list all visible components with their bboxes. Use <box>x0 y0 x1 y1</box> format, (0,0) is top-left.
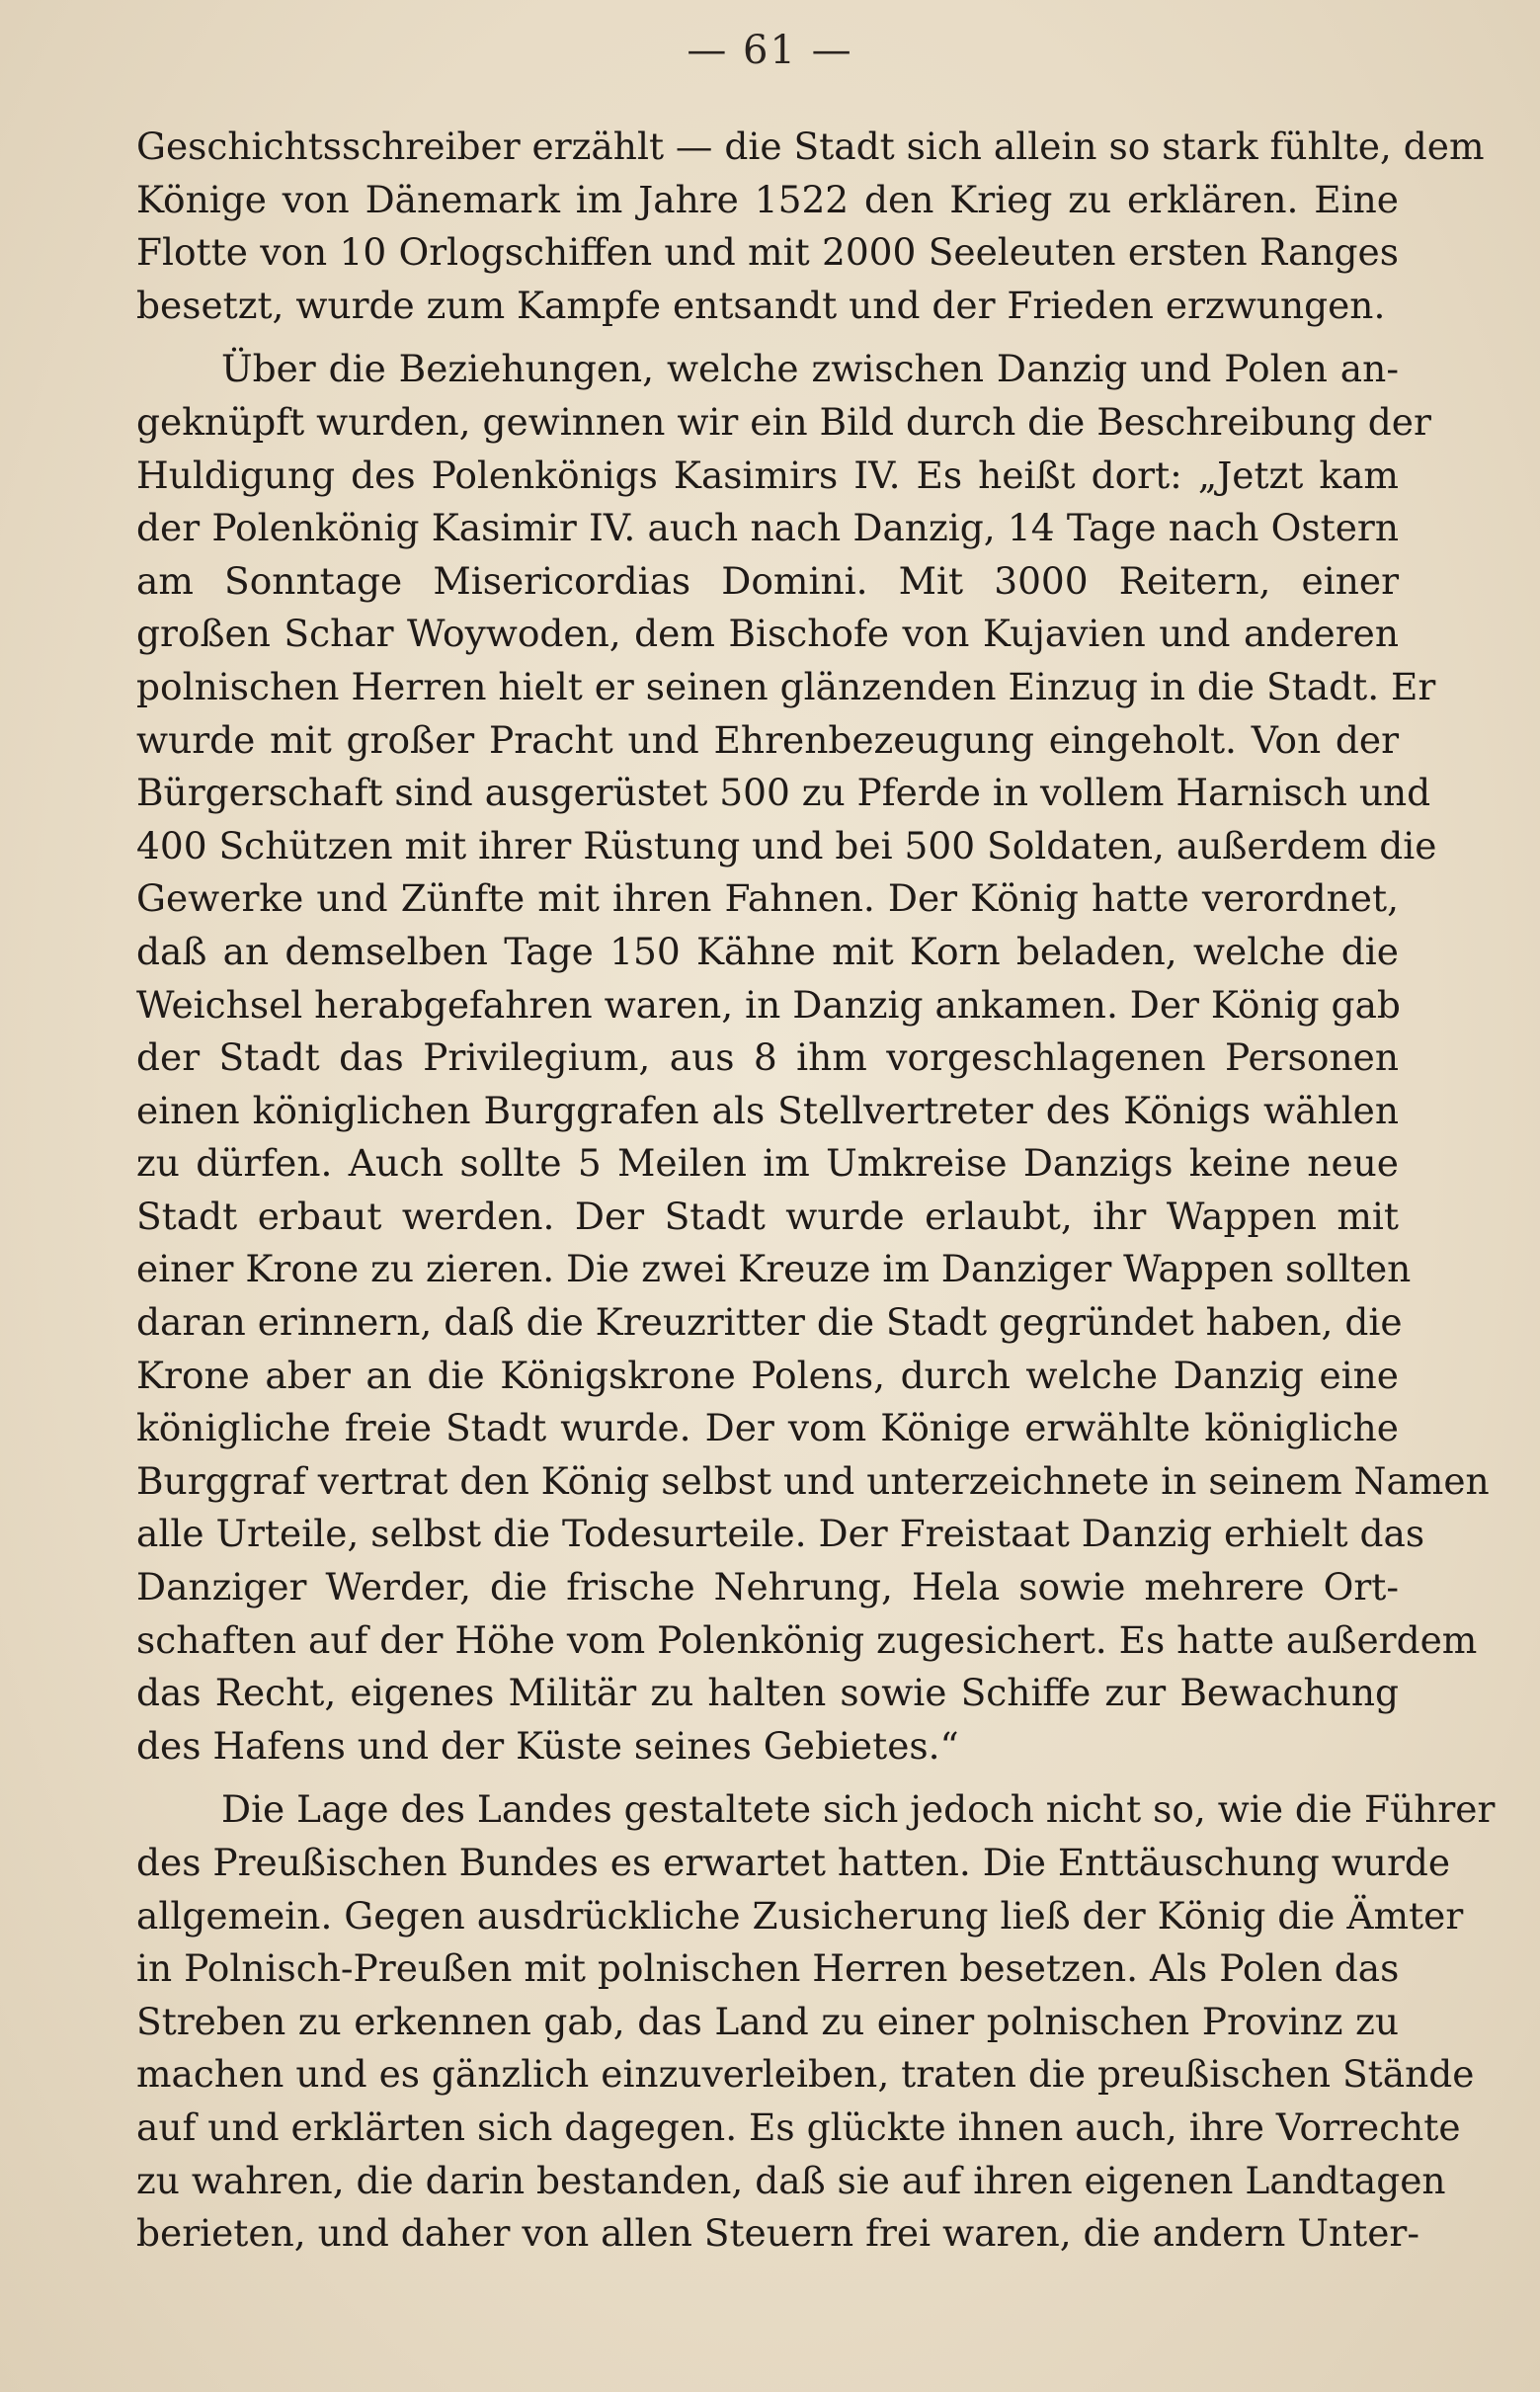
text-line: einen königlichen Burggrafen als Stellvertreter des Königs wählen <box>136 1088 1399 1132</box>
text-line: geknüpft wurden, gewinnen wir ein Bild durch die Beschreibung der <box>136 399 1431 444</box>
text-line: Geschichtsschreiber erzählt — die Stadt sich allein so stark fühlte, dem <box>136 124 1485 168</box>
text-line: Krone aber an die Königskrone Polens, durch welche Danzig eine <box>136 1353 1399 1397</box>
text-line: alle Urteile, selbst die Todesurteile. Der Freistaat Danzig erhielt das <box>136 1512 1425 1556</box>
text-line: der Polenkönig Kasimir IV. auch nach Danzig, 14 Tage nach Ostern <box>136 506 1399 550</box>
paragraph-3 <box>136 1783 1496 2260</box>
text-line: auf und erklärten sich dagegen. Es glückte ihnen auch, ihre Vorrechte <box>136 2104 1461 2149</box>
text-line: Flotte von 10 Orlogschiffen und mit 2000 Seeleuten ersten Ranges <box>136 230 1399 275</box>
text-line: Burggraf vertrat den König selbst und unterzeichnete in seinem Namen <box>136 1458 1490 1503</box>
text-line: Stadt erbaut werden. Der Stadt wurde erlaubt, ihr Wappen mit <box>136 1194 1399 1238</box>
text-line: berieten, und daher von allen Steuern frei waren, die andern Unter- <box>136 2211 1419 2256</box>
text-line: Streben zu erkennen gab, das Land zu einer polnischen Provinz zu <box>136 1999 1399 2043</box>
text-line: großen Schar Woywoden, dem Bischofe von Kujavien und anderen <box>136 612 1399 656</box>
text-line: Huldigung des Polenkönigs Kasimirs IV. Es heißt dort: „Jetzt kam <box>136 453 1399 497</box>
text-line: des Preußischen Bundes es erwartet hatten. Die Enttäuschung wurde <box>136 1841 1451 1884</box>
text-line: der Stadt das Privilegium, aus 8 ihm vorgeschlagenen Personen <box>136 1035 1399 1080</box>
text-line: Die Lage des Landes gestaltete sich jedoch nicht so, wie die Führer <box>221 1787 1496 1832</box>
text-line: allgemein. Gegen ausdrückliche Zusicherung ließ der König die Ämter <box>136 1893 1464 1938</box>
text-line: in Polnisch-Preußen mit polnischen Herren besetzen. Als Polen das <box>136 1946 1400 1991</box>
text-line: daß an demselben Tage 150 Kähne mit Korn beladen, welche die <box>136 929 1399 973</box>
text-line: Könige von Dänemark im Jahre 1522 den Krieg zu erklären. Eine <box>136 177 1399 221</box>
text-line: 400 Schützen mit ihrer Rüstung und bei 500 Soldaten, außerdem die <box>136 823 1437 867</box>
text-line: des Hafens und der Küste seines Gebietes.“ <box>136 1723 959 1768</box>
text-line: Gewerke und Zünfte mit ihren Fahnen. Der König hatte verordnet, <box>136 876 1399 921</box>
text-line: wurde mit großer Pracht und Ehrenbezeugung eingeholt. Von der <box>136 717 1399 762</box>
text-line: machen und es gänzlich einzuverleiben, traten die preußischen Stände <box>136 2052 1475 2097</box>
text-line: zu wahren, die darin bestanden, daß sie auf ihren eigenen Landtagen <box>136 2158 1446 2202</box>
text-line: das Recht, eigenes Militär zu halten sowie Schiffe zur Bewachung <box>136 1671 1399 1715</box>
text-line: Bürgerschaft sind ausgerüstet 500 zu Pferde in vollem Harnisch und <box>136 771 1431 815</box>
paragraph-1 <box>136 121 1485 332</box>
text-line: zu dürfen. Auch sollte 5 Meilen im Umkreise Danzigs keine neue <box>136 1141 1399 1186</box>
text-line: polnischen Herren hielt er seinen glänzenden Einzug in die Stadt. Er <box>136 664 1436 708</box>
body-text <box>136 121 1496 2261</box>
text-line: Weichsel herabgefahren waren, in Danzig ankamen. Der König gab <box>136 982 1401 1027</box>
paragraph-2 <box>136 343 1490 1773</box>
text-line: Danziger Werder, die frische Nehrung, Hela sowie mehrere Ort- <box>136 1565 1399 1609</box>
text-line: königliche freie Stadt wurde. Der vom Könige erwählte königliche <box>136 1406 1399 1450</box>
text-line: daran erinnern, daß die Kreuzritter die Stadt gegründet haben, die <box>136 1300 1403 1345</box>
text-line: schaften auf der Höhe vom Polenkönig zugesichert. Es hatte außerdem <box>136 1617 1478 1662</box>
page-number: — 61 — <box>687 28 853 73</box>
text-line: besetzt, wurde zum Kampfe entsandt und der Frieden erzwungen. <box>136 283 1386 327</box>
text-line: einer Krone zu zieren. Die zwei Kreuze im Danziger Wappen sollten <box>136 1247 1412 1291</box>
text-line: am Sonntage Misericordias Domini. Mit 3000 Reitern, einer <box>136 558 1399 603</box>
text-line: Über die Beziehungen, welche zwischen Danzig und Polen an- <box>221 347 1399 391</box>
